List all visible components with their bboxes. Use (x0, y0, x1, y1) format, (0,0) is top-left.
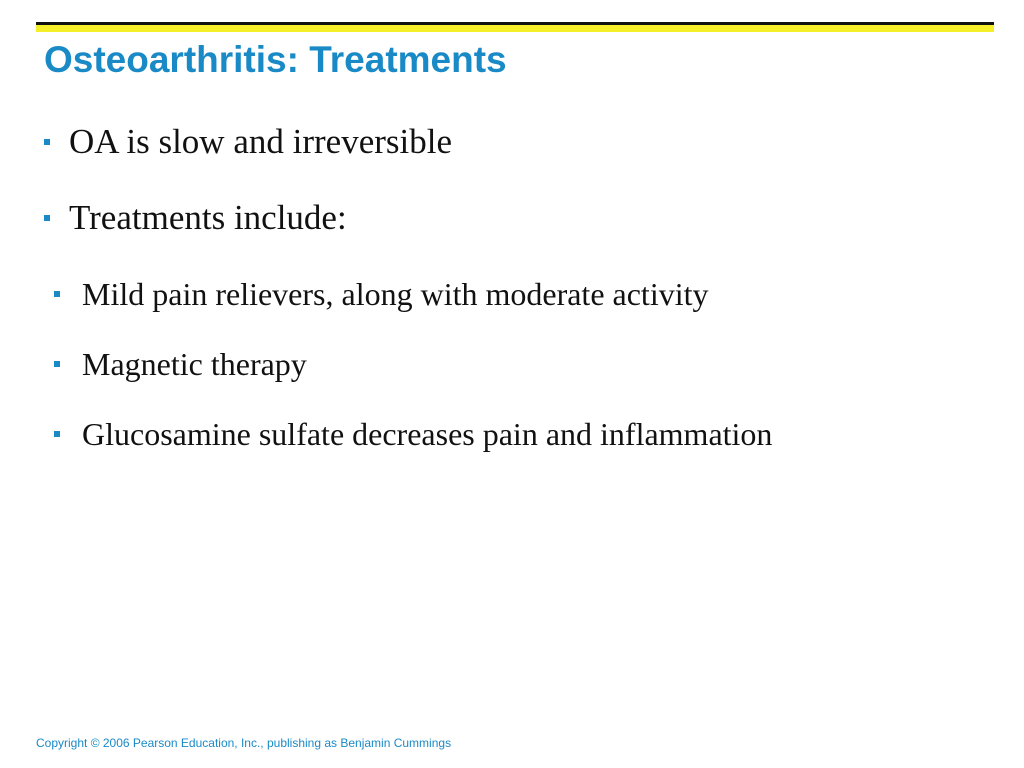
sub-bullet-item (54, 410, 842, 458)
bullet-text: OA is slow and irreversible (69, 122, 452, 161)
top-divider (36, 22, 994, 32)
sub-bullet-text: Magnetic therapy (82, 346, 307, 382)
bullet-text: Treatments include: (69, 198, 347, 237)
square-bullet-icon (54, 291, 60, 297)
bullet-item (44, 194, 974, 242)
square-bullet-icon (44, 215, 50, 221)
sub-bullet-item (54, 270, 842, 318)
bullet-list (44, 118, 974, 270)
sub-bullet-item (54, 340, 842, 388)
bullet-item (44, 118, 974, 166)
copyright-footer: Copyright © 2006 Pearson Education, Inc., publishing as Benjamin Cummings (36, 736, 452, 750)
sub-bullet-text: Glucosamine sulfate decreases pain and inflammation (82, 416, 773, 452)
square-bullet-icon (44, 139, 50, 145)
square-bullet-icon (54, 431, 60, 437)
sub-bullet-list (54, 270, 954, 480)
square-bullet-icon (54, 361, 60, 367)
sub-bullet-text: Mild pain relievers, along with moderate activity (82, 276, 709, 312)
slide-title: Osteoarthritis: Treatments (44, 39, 507, 80)
